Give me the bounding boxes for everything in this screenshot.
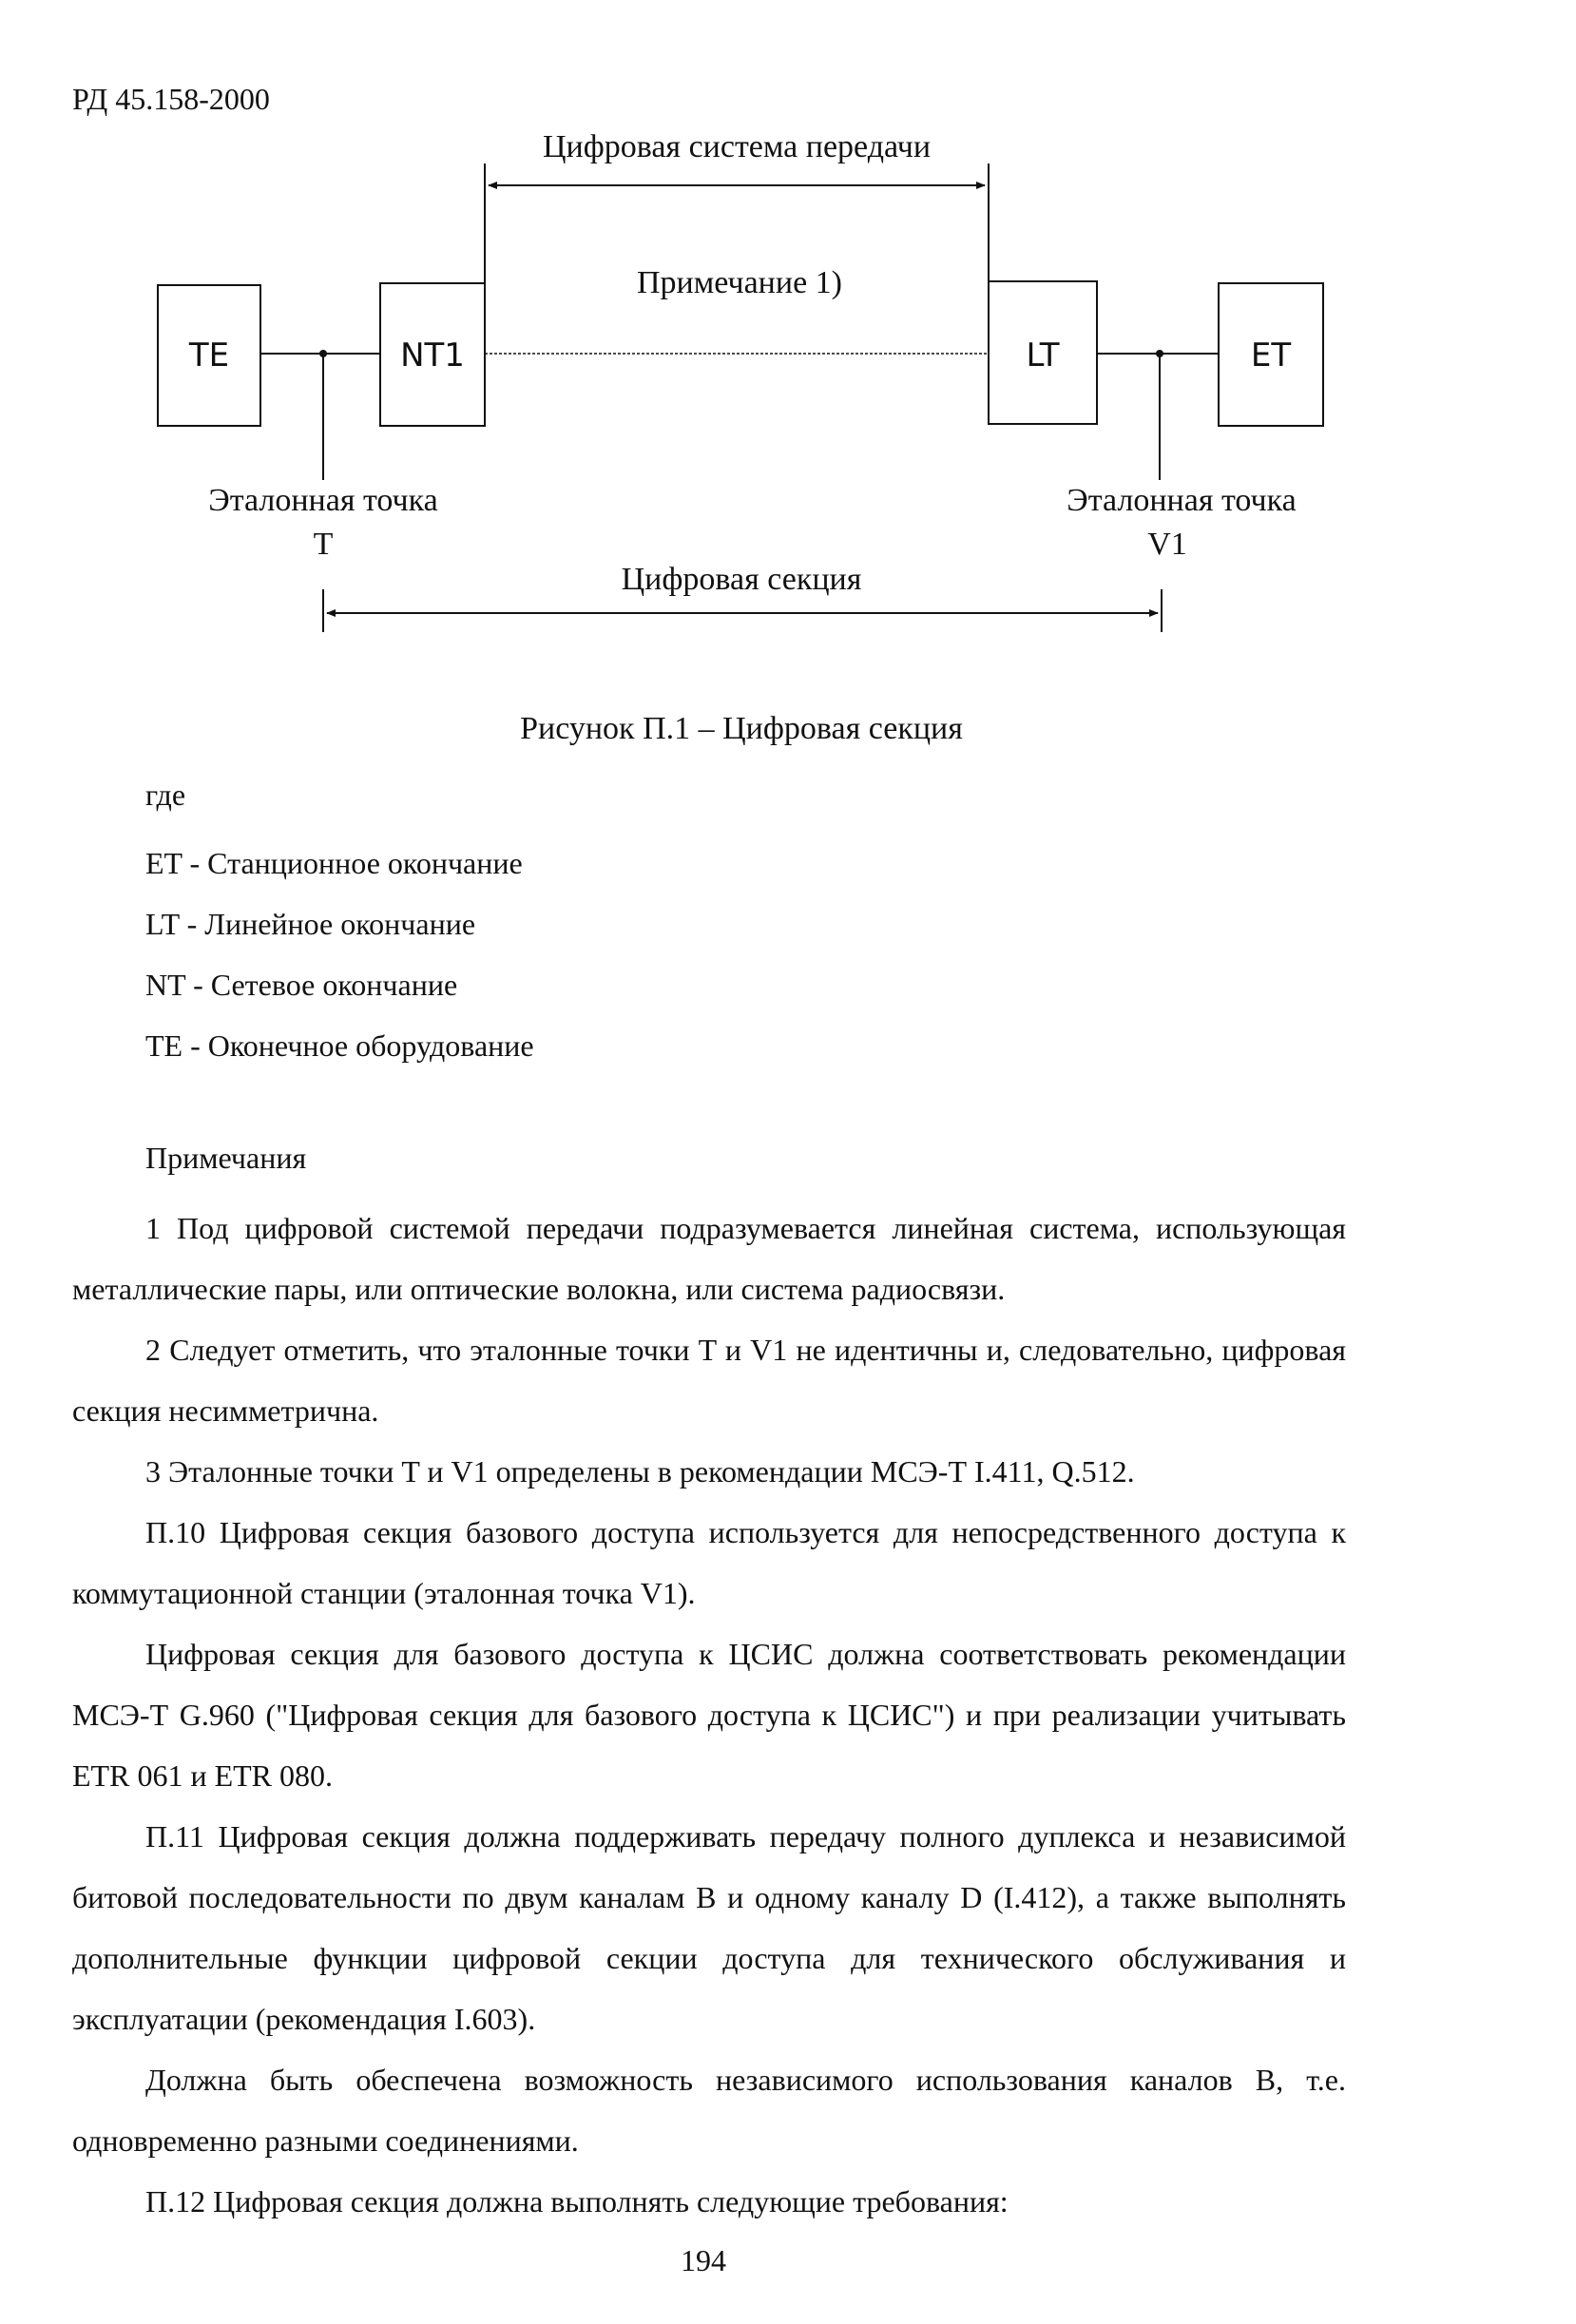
paragraph: П.10 Цифровая секция базового доступа используется для непосредственного доступа к коммутационной станции (эталонная точка V1). [72,1515,1346,1610]
reference-point-t-code: T [313,527,334,562]
paragraph: Цифровая секция для базового доступа к ЦСИС должна соответствовать рекомендации МСЭ-Т G.960 ("Цифровая секция для базового доступа к ЦСИС") и при реализации учитывать ETR 061 и ETR 080. [72,1637,1346,1793]
paragraph: П.11 Цифровая секция должна поддерживать передачу полного дуплекса и независимой битовой последовательности по двум каналам B и одному каналу D (I.412), а также выполнять дополнительные функции цифровой секции доступа для технического обслуживания и эксплуатации (рекомендация I.603). [72,1819,1346,2036]
page-number: 194 [681,2243,726,2277]
notes-heading: Примечания [145,1141,307,1175]
legend-item: LT - Линейное окончание [145,907,476,941]
lt-box-label: LT [1026,336,1060,375]
nt1-box-label: NT1 [400,336,465,375]
paragraph: 1 Под цифровой системой передачи подразумевается линейная система, использующая металлические пары, или оптические волокна, или система радиосвязи. [72,1211,1346,1306]
digital-section-diagram [0,0,1576,684]
legend-item: ET - Станционное окончание [145,846,523,880]
paragraph: П.12 Цифровая секция должна выполнять следующие требования: [145,2184,1009,2218]
reference-point-v1-title: Эталонная точка [1067,483,1297,518]
te-box-label: TE [188,336,230,375]
legend-list [145,833,534,1076]
reference-point-t-title: Эталонная точка [208,483,438,518]
paragraph: Должна быть обеспечена возможность независимого использования каналов B, т.е. одновременно разными соединениями. [72,2063,1346,2158]
reference-point-v1-code: V1 [1147,527,1187,562]
legend-item: NT - Сетевое окончание [145,968,458,1002]
body-text [72,1198,1346,2232]
legend-item: TE - Оконечное оборудование [145,1028,534,1063]
note-1-label: Примечание 1) [636,265,843,300]
document-code: РД 45.158-2000 [72,82,270,116]
legend-intro: где [145,778,186,812]
transmission-system-label: Цифровая система передачи [542,129,932,164]
et-box-label: ET [1250,336,1292,375]
digital-section-label: Цифровая секция [621,562,862,597]
paragraph: 3 Эталонные точки T и V1 определены в рекомендации МСЭ-Т I.411, Q.512. [145,1454,1135,1489]
paragraph: 2 Следует отметить, что эталонные точки T и V1 не идентичны и, следовательно, цифровая секция несимметрична. [72,1333,1346,1428]
figure-caption: Рисунок П.1 – Цифровая секция [520,711,963,746]
